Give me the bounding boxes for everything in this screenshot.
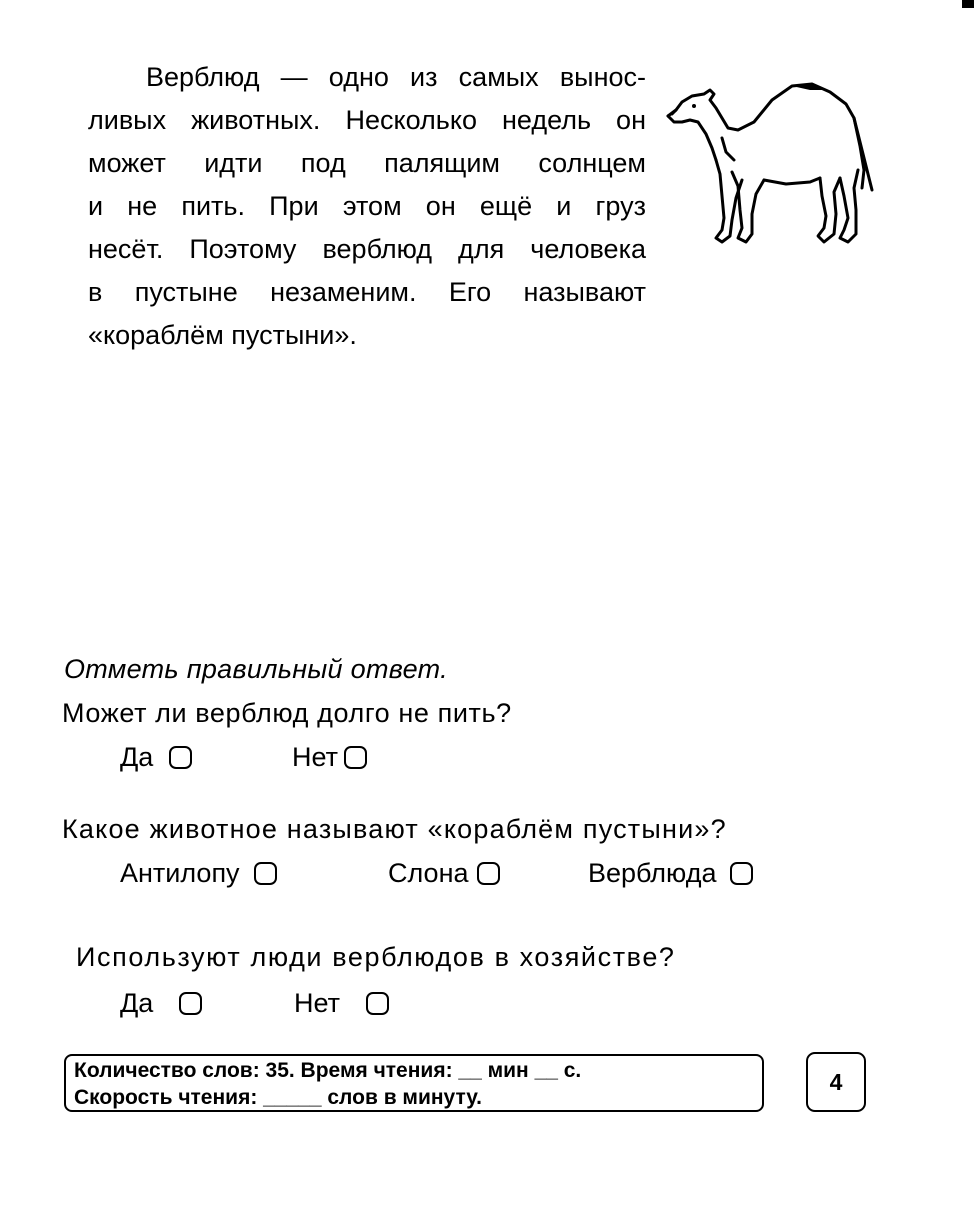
question-2: Какое животное называют «кораблём пустыни»? <box>62 814 727 844</box>
option-label: Нет <box>292 742 338 772</box>
corner-mark <box>962 0 974 8</box>
checkbox-icon[interactable] <box>366 992 389 1015</box>
passage-line: в пустыне незаменим. Его называют <box>88 277 646 307</box>
passage-line: может идти под палящим солнцем <box>88 148 646 178</box>
checkbox-icon[interactable] <box>179 992 202 1015</box>
answer-option[interactable] <box>588 858 753 889</box>
option-label: Верблюда <box>588 858 717 888</box>
camel-illustration <box>664 78 874 246</box>
checkbox-icon[interactable] <box>254 862 277 885</box>
passage-line: «кораблём пустыни». <box>88 320 357 350</box>
reading-stats-box <box>64 1054 764 1112</box>
answer-option[interactable] <box>120 858 277 889</box>
checkbox-icon[interactable] <box>344 746 367 769</box>
option-label: Нет <box>294 988 340 1018</box>
word-count-line: Количество слов: 35. Время чтения: __ мин __ с. <box>74 1059 582 1082</box>
instruction: Отметь правильный ответ. <box>64 654 448 684</box>
option-label: Слона <box>388 858 469 888</box>
passage-line: и не пить. При этом он ещё и груз <box>88 191 646 221</box>
passage-line: ливых животных. Несколько недель он <box>88 105 646 135</box>
answer-option[interactable] <box>292 742 367 773</box>
passage-line: Верблюд — одно из самых вынос- <box>146 62 646 92</box>
answer-option[interactable] <box>294 988 389 1019</box>
option-label: Да <box>120 742 154 772</box>
reading-speed-line: Скорость чтения: _____ слов в минуту. <box>74 1086 482 1109</box>
option-label: Да <box>120 988 154 1018</box>
answer-option[interactable] <box>388 858 500 889</box>
passage-line: несёт. Поэтому верблюд для человека <box>88 234 646 264</box>
question-3: Используют люди верблюдов в хозяйстве? <box>76 942 676 972</box>
page-number: 4 <box>806 1052 866 1112</box>
reading-passage <box>88 56 646 357</box>
answer-option[interactable] <box>120 742 192 773</box>
answer-option[interactable] <box>120 988 202 1019</box>
checkbox-icon[interactable] <box>477 862 500 885</box>
option-label: Антилопу <box>120 858 240 888</box>
question-1: Может ли верблюд долго не пить? <box>62 698 512 728</box>
checkbox-icon[interactable] <box>169 746 192 769</box>
checkbox-icon[interactable] <box>730 862 753 885</box>
